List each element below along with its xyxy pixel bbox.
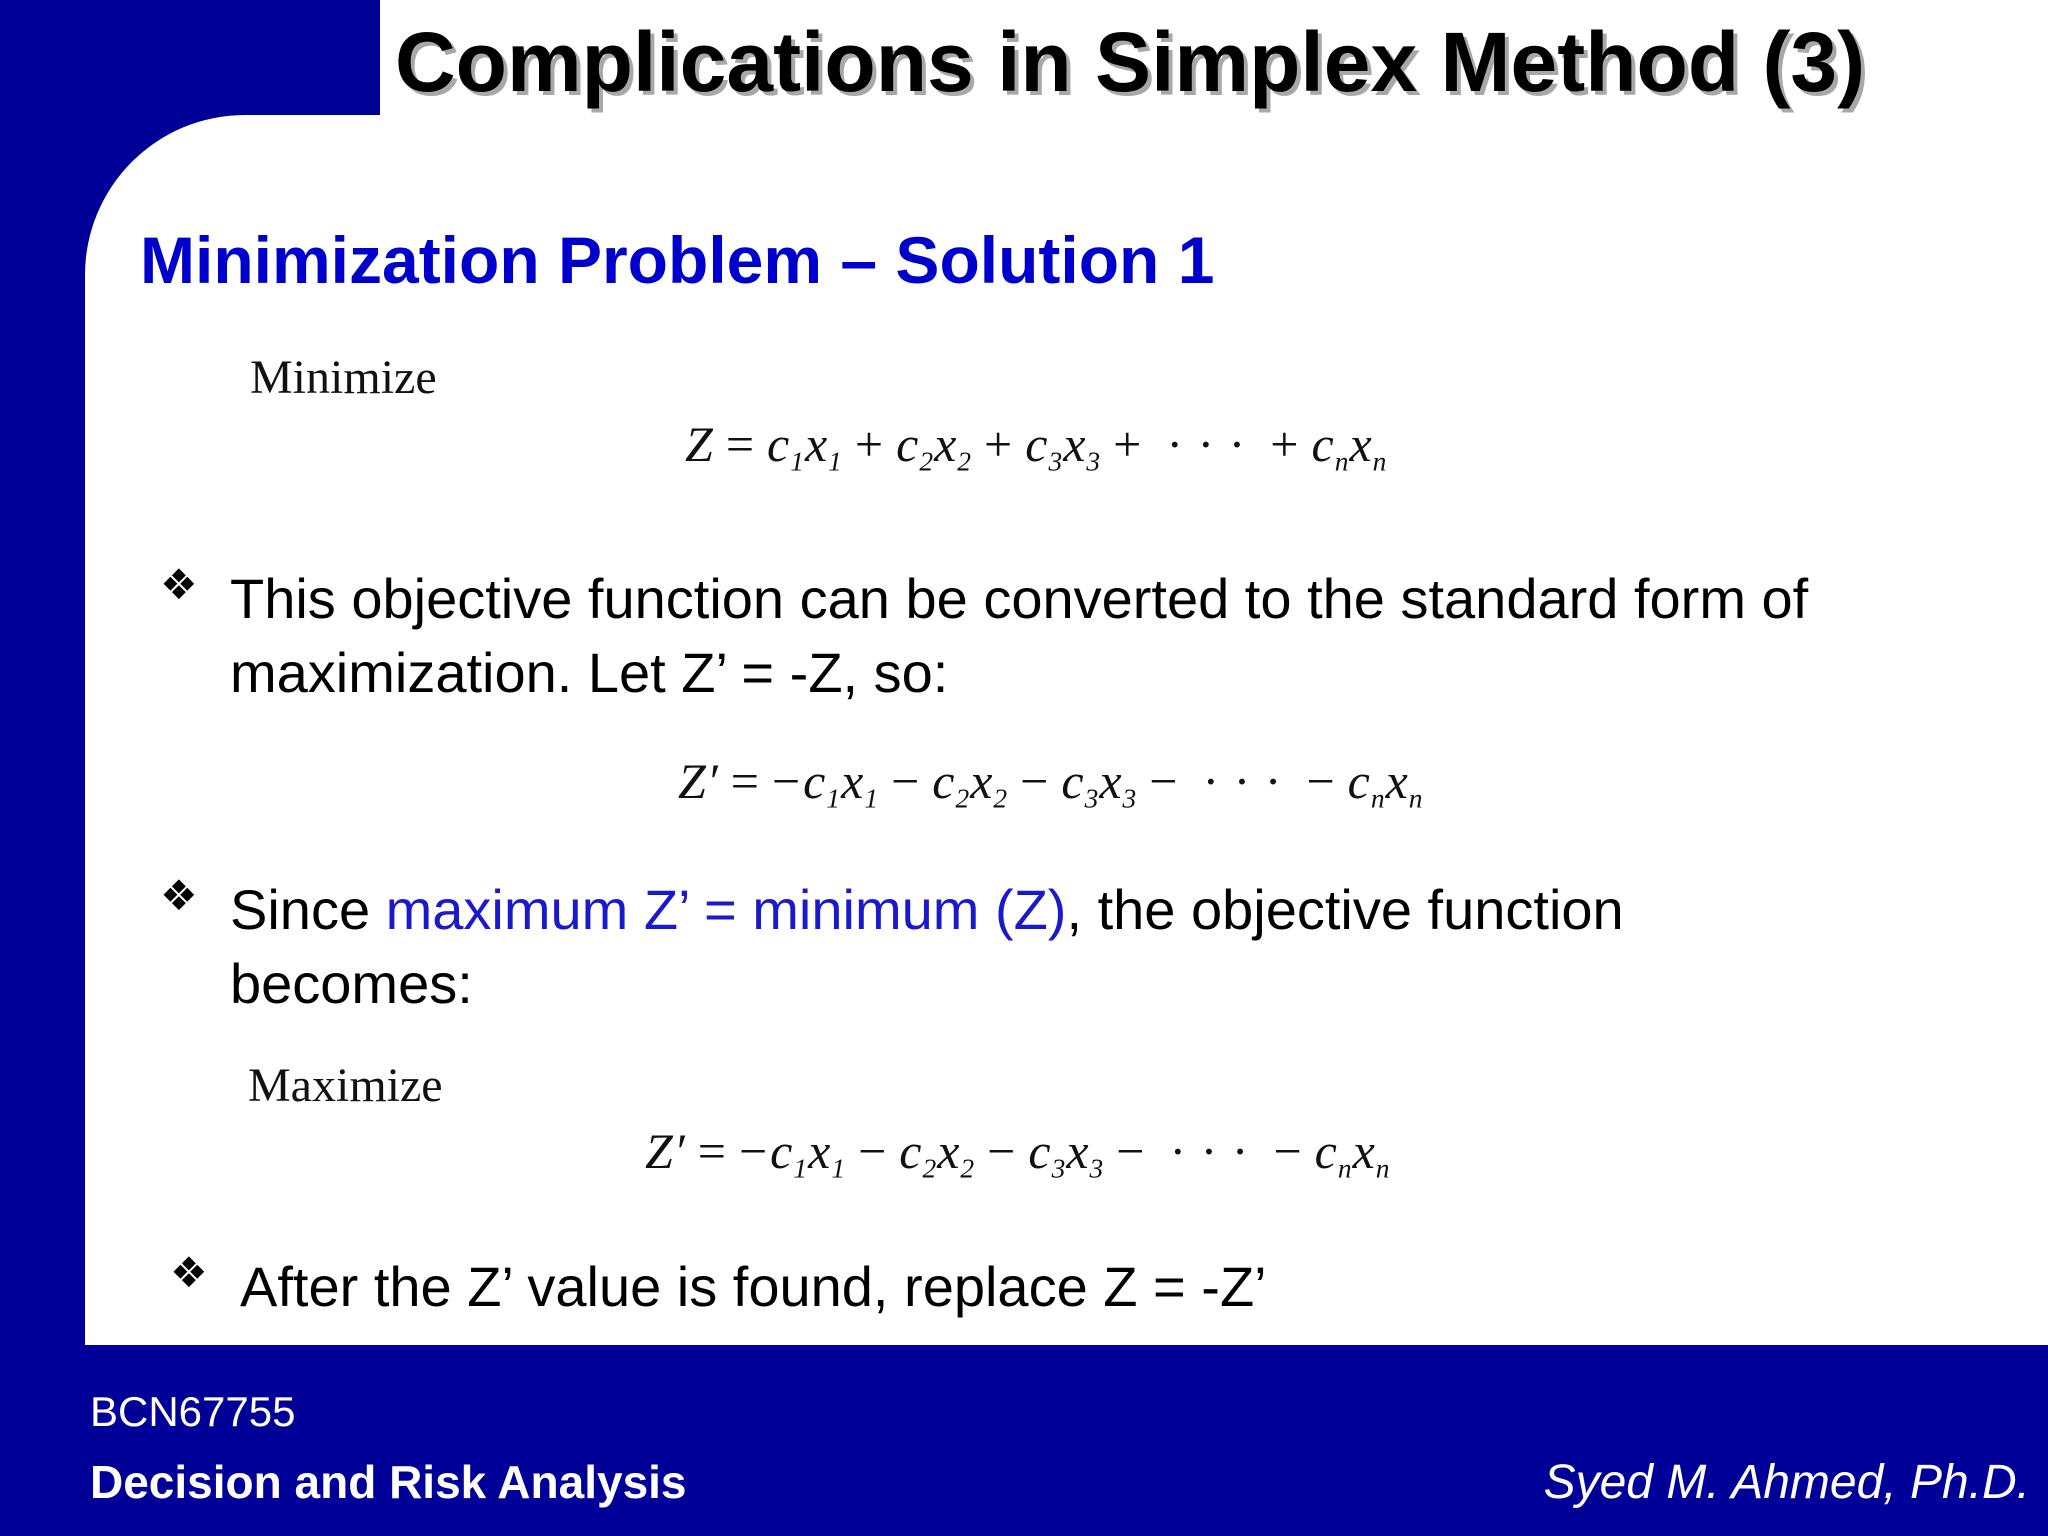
diamond-bullet-icon: ❖ — [160, 560, 198, 609]
diamond-bullet-icon: ❖ — [160, 871, 198, 920]
formula-z: $Z = c_1x_1 + c_2x_2 + c_3x_3$ + · · · + $c_nx_n$ — [685, 416, 1388, 477]
formula-zprime-1: $Z' = -c_1x_1 - c_2x_2 - c_3x_3$ − · · · − $c_nx_n$ — [678, 753, 1424, 814]
bullet-2-suffix: , the objective function — [1066, 878, 1624, 941]
slide-title: Complications in Simplex Method (3) — [395, 15, 1866, 109]
bullet-2-line-1 — [230, 873, 1624, 947]
bullet-1-line-2: maximization. Let Z’ = -Z, so: — [230, 641, 949, 704]
bullet-1-line-1: This objective function can be converted to the standard form of — [230, 567, 1809, 630]
course-code: BCN67755 — [90, 1388, 296, 1435]
maximize-label: Maximize — [248, 1059, 443, 1112]
bullet-2-highlight: maximum Z’ = minimum (Z) — [385, 878, 1067, 941]
formula-zprime-2: $Z' = -c_1x_1 - c_2x_2 - c_3x_3$ − · · · − $c_nx_n$ — [645, 1123, 1391, 1184]
bullet-2-line-2: becomes: — [230, 952, 473, 1015]
minimize-label: Minimize — [250, 351, 437, 404]
slide-subtitle: Minimization Problem – Solution 1 — [140, 223, 1215, 297]
bullet-2-prefix: Since — [230, 878, 386, 941]
bullet-3-line-1: After the Z’ value is found, replace Z = -Z’ — [240, 1255, 1267, 1318]
diamond-bullet-icon: ❖ — [170, 1248, 208, 1297]
course-name: Decision and Risk Analysis — [90, 1456, 687, 1508]
author-name: Syed M. Ahmed, Ph.D. — [1543, 1456, 2030, 1509]
